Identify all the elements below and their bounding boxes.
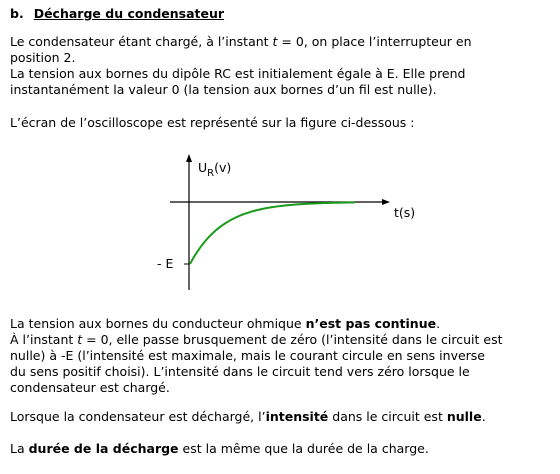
text-line: du sens positif choisi). L’intensité dans le circuit tend vers zéro lorsque le xyxy=(10,364,470,379)
text-segment: Le condensateur étant chargé, à l’instant xyxy=(10,34,273,49)
bold-text: nulle xyxy=(446,409,482,424)
text-segment: À l’instant xyxy=(10,332,78,347)
text-segment: dans le circuit est xyxy=(328,409,447,424)
text-segment: = 0, elle passe brusquement de zéro (l’intensité dans le circuit est xyxy=(82,332,503,347)
variable-t: t xyxy=(272,34,278,49)
section-heading xyxy=(10,6,224,22)
text-segment: La tension aux bornes du conducteur ohmique xyxy=(10,316,306,331)
x-axis-label: t(s) xyxy=(394,205,416,220)
paragraph-rc-voltage xyxy=(10,66,555,98)
paragraph-duration xyxy=(10,441,555,457)
bold-text: intensité xyxy=(265,409,329,424)
text-line xyxy=(10,332,555,348)
bold-text: n’est pas continue xyxy=(305,316,437,331)
discharge-curve xyxy=(190,202,355,264)
y-tick-label: - E xyxy=(157,256,174,271)
text-line xyxy=(10,441,555,457)
text-segment: . xyxy=(436,316,441,331)
section-title: Décharge du condensateur xyxy=(33,6,225,21)
text-segment: Lorsque la condensateur est déchargé, l’ xyxy=(10,409,266,424)
text-line: position 2. xyxy=(10,50,76,65)
text-line: L’écran de l’oscilloscope est représenté sur la figure ci-dessous : xyxy=(10,115,415,130)
variable-t: t xyxy=(77,332,83,347)
paragraph-resistor-voltage xyxy=(10,316,555,396)
text-segment: est la même que la durée de la charge. xyxy=(178,441,429,456)
text-line: instantanément la valeur 0 (la tension aux bornes d’un fil est nulle). xyxy=(10,82,437,97)
oscilloscope-chart xyxy=(150,150,430,300)
text-segment: . xyxy=(481,409,486,424)
text-line: nulle) à -E (l’intensité est maximale, mais le courant circule en sens inverse xyxy=(10,348,485,363)
paragraph-intro xyxy=(10,34,555,66)
text-line xyxy=(10,316,555,332)
text-segment: = 0, on place l’interrupteur en xyxy=(277,34,472,49)
paragraph-discharged xyxy=(10,409,555,425)
paragraph-oscilloscope xyxy=(10,115,555,131)
section-number: b. xyxy=(10,6,24,21)
text-line xyxy=(10,34,555,50)
text-line xyxy=(10,409,555,425)
text-line: condensateur est chargé. xyxy=(10,380,170,395)
bold-text: durée de la décharge xyxy=(28,441,179,456)
text-segment: La xyxy=(10,441,29,456)
y-axis-label: $U_R(v)$ xyxy=(198,160,232,179)
text-line: La tension aux bornes du dipôle RC est initialement égale à E. Elle prend xyxy=(10,66,466,81)
